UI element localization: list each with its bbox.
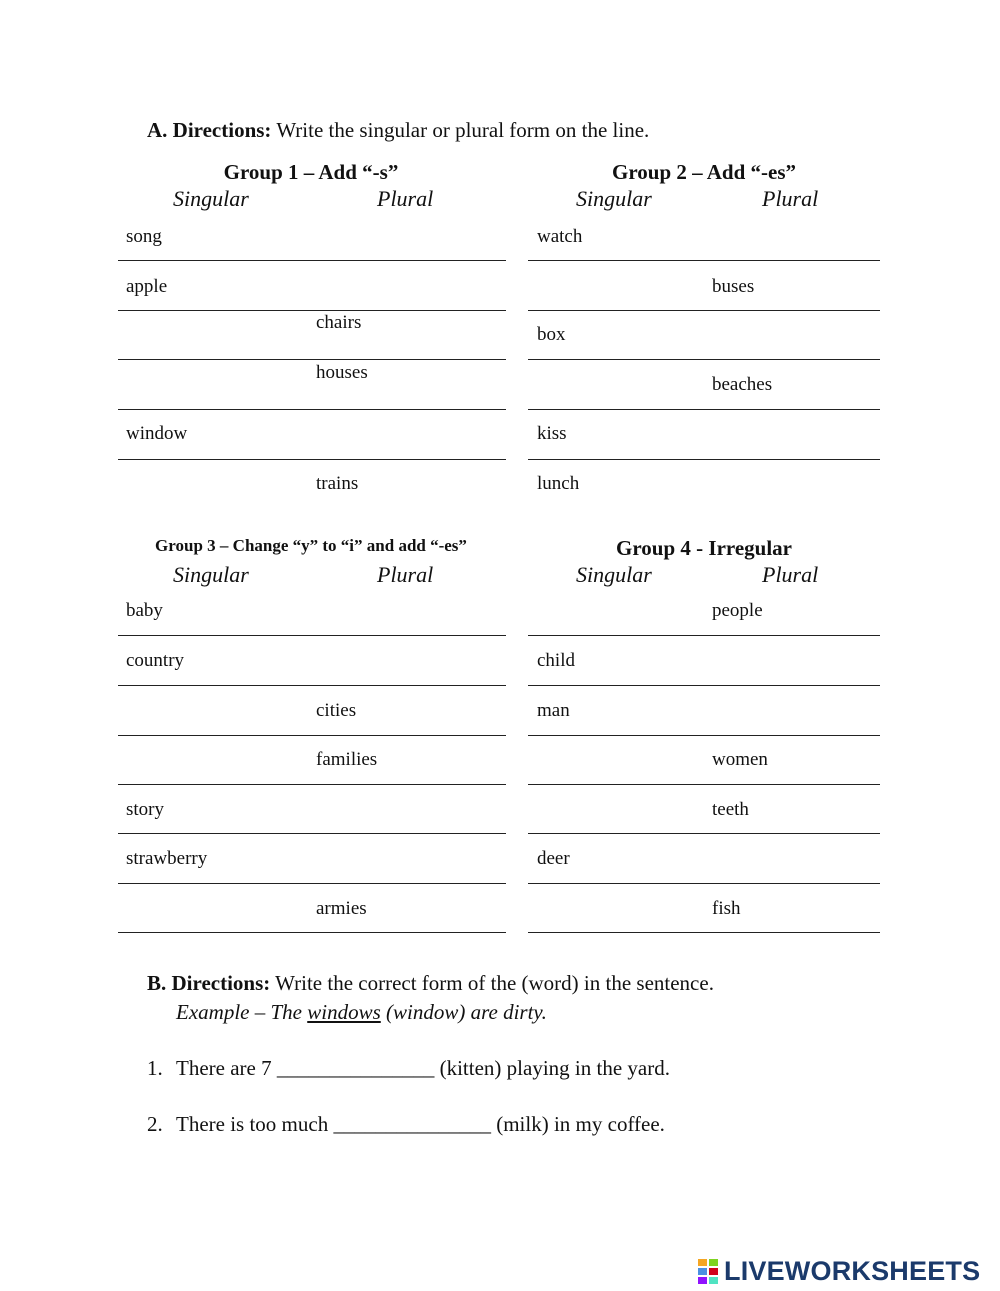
group-1-row-4-plural: houses: [316, 362, 368, 383]
group-2-row-1-answer-line[interactable]: [528, 260, 880, 261]
group-2-title: Group 2 – Add “-es”: [612, 160, 796, 184]
group-1-singular-heading: Singular: [173, 186, 249, 211]
group-3-row-1-answer-line[interactable]: [118, 635, 506, 636]
group-1-plural-heading: Plural: [377, 186, 434, 211]
group-3-row-5-answer-line[interactable]: [118, 833, 506, 834]
group-3-row-3-answer-line[interactable]: [118, 735, 506, 736]
group-4-row-4-answer-line[interactable]: [528, 784, 880, 785]
group-2-row-2-answer-line[interactable]: [528, 310, 880, 311]
sentence-1-number: 1.: [147, 1056, 163, 1080]
section-b-directions: [147, 971, 714, 996]
group-2-row-6-singular: lunch: [537, 473, 580, 494]
group-4-row-4-plural: women: [712, 749, 768, 770]
group-2-row-1-singular: watch: [537, 226, 583, 247]
section-a-text: Write the singular or plural form on the line.: [276, 118, 650, 142]
group-4-row-1-plural: people: [712, 600, 763, 621]
section-b-letter: B.: [147, 971, 167, 995]
group-3-row-7-plural: armies: [316, 898, 367, 919]
group-2-row-4-answer-line[interactable]: [528, 409, 880, 410]
group-4-row-3-answer-line[interactable]: [528, 735, 880, 736]
group-3-plural-heading: Plural: [377, 562, 434, 587]
group-3-row-6-singular: strawberry: [126, 848, 208, 869]
section-a-directions: [147, 118, 649, 143]
group-1-row-5-answer-line[interactable]: [118, 459, 506, 460]
section-b-text: Write the correct form of the (word) in the sentence.: [275, 971, 714, 995]
group-4-row-1-answer-line[interactable]: [528, 635, 880, 636]
section-a-label: Directions:: [172, 118, 272, 142]
group-1-row-4-answer-line[interactable]: [118, 409, 506, 410]
group-2-row-5-singular: kiss: [537, 423, 567, 444]
group-2-row-5-answer-line[interactable]: [528, 459, 880, 460]
group-4-title: Group 4 - Irregular: [616, 536, 792, 560]
group-1-row-1-answer-line[interactable]: [118, 260, 506, 261]
group-4-row-2-singular: child: [537, 650, 575, 671]
group-3-singular-heading: Singular: [173, 562, 249, 587]
group-4-row-7-answer-line[interactable]: [528, 932, 880, 933]
group-4-row-5-plural: teeth: [712, 799, 749, 820]
group-4-row-7-plural: fish: [712, 898, 741, 919]
group-4-row-3-singular: man: [537, 700, 570, 721]
section-a-letter: A.: [147, 118, 168, 142]
sentence-2-number: 2.: [147, 1112, 163, 1136]
example-prefix: Example – The: [176, 1000, 308, 1024]
group-1-row-1-singular: song: [126, 226, 162, 247]
liveworksheets-logo-text: LIVEWORKSHEETS: [724, 1255, 981, 1286]
sentence-1-text[interactable]: There are 7 _______________ (kitten) playing in the yard.: [176, 1056, 670, 1080]
group-2-row-4-plural: beaches: [712, 374, 773, 395]
group-1-title: Group 1 – Add “-s”: [223, 160, 399, 184]
group-3-row-4-plural: families: [316, 749, 378, 770]
group-2-plural-heading: Plural: [762, 186, 819, 211]
group-2-singular-heading: Singular: [576, 186, 652, 211]
group-3-row-2-answer-line[interactable]: [118, 685, 506, 686]
group-2-row-3-answer-line[interactable]: [528, 359, 880, 360]
group-2-row-3-singular: box: [537, 324, 566, 345]
group-1-row-3-answer-line[interactable]: [118, 359, 506, 360]
group-3-row-6-answer-line[interactable]: [118, 883, 506, 884]
group-1-row-3-plural: chairs: [316, 312, 362, 333]
group-3-row-4-answer-line[interactable]: [118, 784, 506, 785]
group-2-row-2-plural: buses: [712, 276, 755, 297]
example-suffix: (window) are dirty.: [380, 1000, 547, 1024]
group-3-row-7-answer-line[interactable]: [118, 932, 506, 933]
group-4-plural-heading: Plural: [762, 562, 819, 587]
group-1-row-2-answer-line[interactable]: [118, 310, 506, 311]
group-1-row-5-singular: window: [126, 423, 188, 444]
section-b-example: [176, 1000, 547, 1025]
example-word: windows: [307, 1000, 381, 1024]
section-b-label: Directions:: [171, 971, 271, 995]
group-3-row-1-singular: baby: [126, 600, 163, 621]
liveworksheets-logo-icon: [698, 1258, 720, 1284]
group-1-row-2-singular: apple: [126, 276, 168, 297]
group-4-row-5-answer-line[interactable]: [528, 833, 880, 834]
group-4-row-6-answer-line[interactable]: [528, 883, 880, 884]
group-4-row-2-answer-line[interactable]: [528, 685, 880, 686]
group-3-row-3-plural: cities: [316, 700, 357, 721]
group-1-row-6-plural: trains: [316, 473, 359, 494]
group-3-row-2-singular: country: [126, 650, 185, 671]
liveworksheets-logo: [698, 1256, 980, 1286]
sentence-2-text[interactable]: There is too much _______________ (milk) in my coffee.: [176, 1112, 665, 1136]
group-3-row-5-singular: story: [126, 799, 164, 820]
group-4-singular-heading: Singular: [576, 562, 652, 587]
group-3-title: Group 3 – Change “y” to “i” and add “-es”: [155, 536, 467, 555]
group-4-row-6-singular: deer: [537, 848, 570, 869]
